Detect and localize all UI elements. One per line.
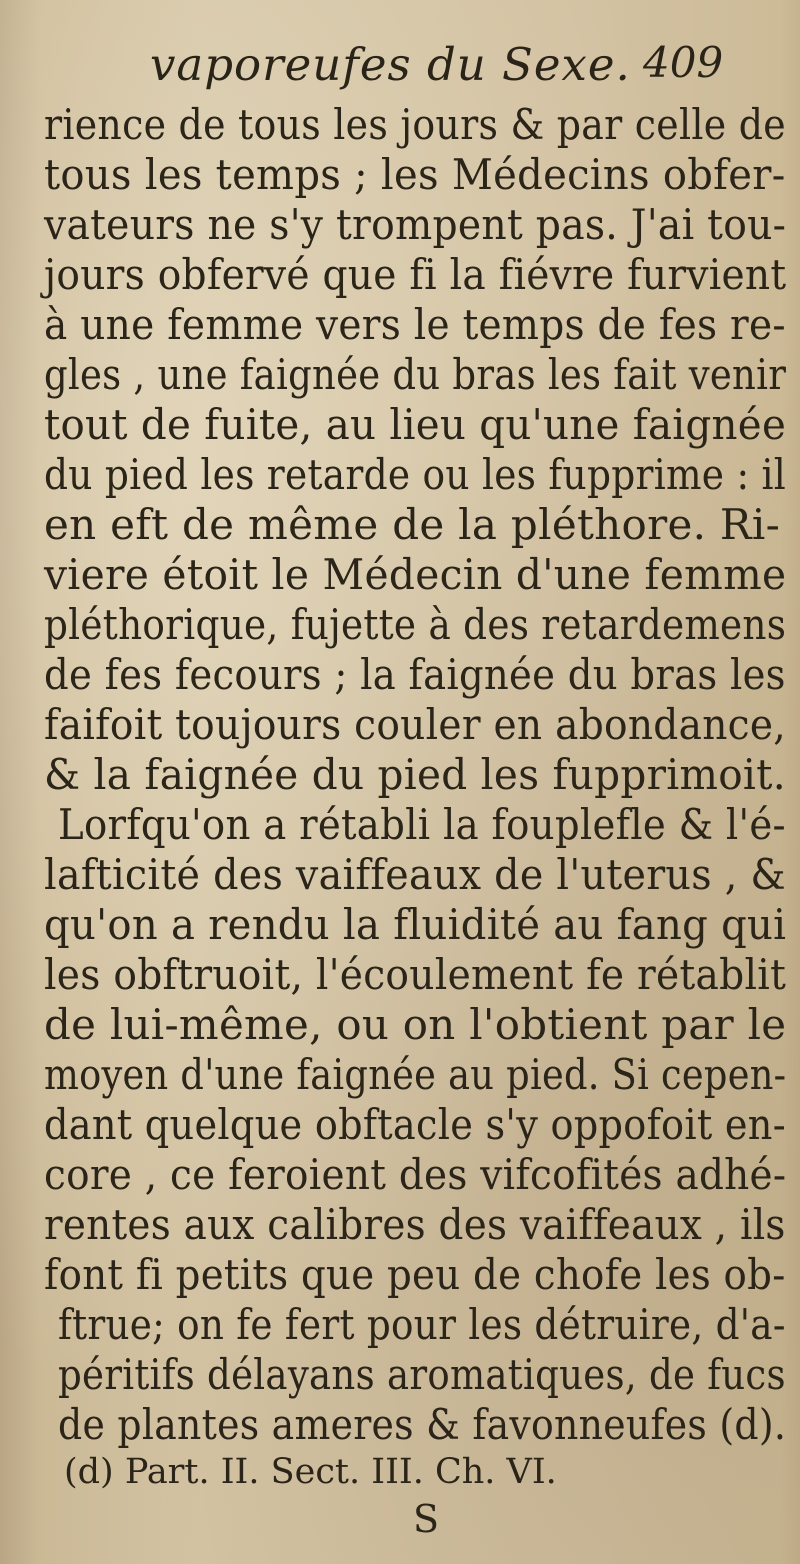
text-line: à une femme vers le temps de fes re-	[44, 300, 786, 349]
page-header	[0, 38, 800, 98]
text-line: gles , une faignée du bras les fait venir	[44, 350, 787, 399]
text-line: moyen d'une faignée au pied. Si cepen-	[44, 1050, 787, 1099]
text-line: les obftruoit, l'écoulement fe rétablit	[44, 950, 787, 999]
text-line: faifoit toujours couler en abondance,	[44, 700, 786, 749]
text-line: & la faignée du pied les fupprimoit.	[44, 750, 786, 799]
text-line: tout de fuite, au lieu qu'une faignée	[44, 400, 787, 449]
text-line: qu'on a rendu la fluidité au fang qui	[44, 900, 787, 949]
text-line: viere étoit le Médecin d'une femme	[44, 550, 787, 599]
text-line: en eft de même de la pléthore. Ri-	[44, 500, 781, 549]
text-line: ftrue; on fe fert pour les détruire, d'a-	[58, 1300, 786, 1349]
text-line: jours obfervé que fi la fiévre furvient	[44, 250, 787, 299]
text-line: de plantes ameres & favonneufes (d).	[58, 1400, 787, 1449]
text-line: péritifs délayans aromatiques, de fucs	[58, 1350, 786, 1399]
text-line: tous les temps ; les Médecins obfer-	[44, 150, 786, 199]
text-line: rentes aux calibres des vaiffeaux , ils	[44, 1200, 786, 1249]
text-line: pléthorique, fujette à des retardemens	[44, 600, 787, 649]
text-line: de lui-même, ou on l'obtient par le	[44, 1000, 787, 1049]
text-line: de fes fecours ; la faignée du bras les	[44, 650, 786, 699]
text-line: vateurs ne s'y trompent pas. J'ai tou-	[44, 200, 787, 249]
text-line: lafticité des vaiffeaux de l'uterus , &	[44, 850, 786, 899]
footnote: (d) Part. II. Sect. III. Ch. VI.	[64, 1452, 557, 1492]
text-line: du pied les retarde ou les fupprime : il	[44, 450, 787, 499]
text-line: font fi petits que peu de chofe les ob-	[44, 1250, 786, 1299]
text-line: core , ce feroient des vifcofités adhé-	[44, 1150, 787, 1199]
text-line: rience de tous les jours & par celle de	[44, 100, 786, 149]
running-title: vaporeufes du Sexe.	[150, 38, 631, 91]
page-number: 409	[643, 38, 724, 87]
text-line: dant quelque obftacle s'y oppofoit en-	[44, 1100, 786, 1149]
signature-mark: S	[413, 1497, 440, 1541]
text-line: Lorfqu'on a rétabli la fouplefle & l'é-	[58, 800, 786, 849]
